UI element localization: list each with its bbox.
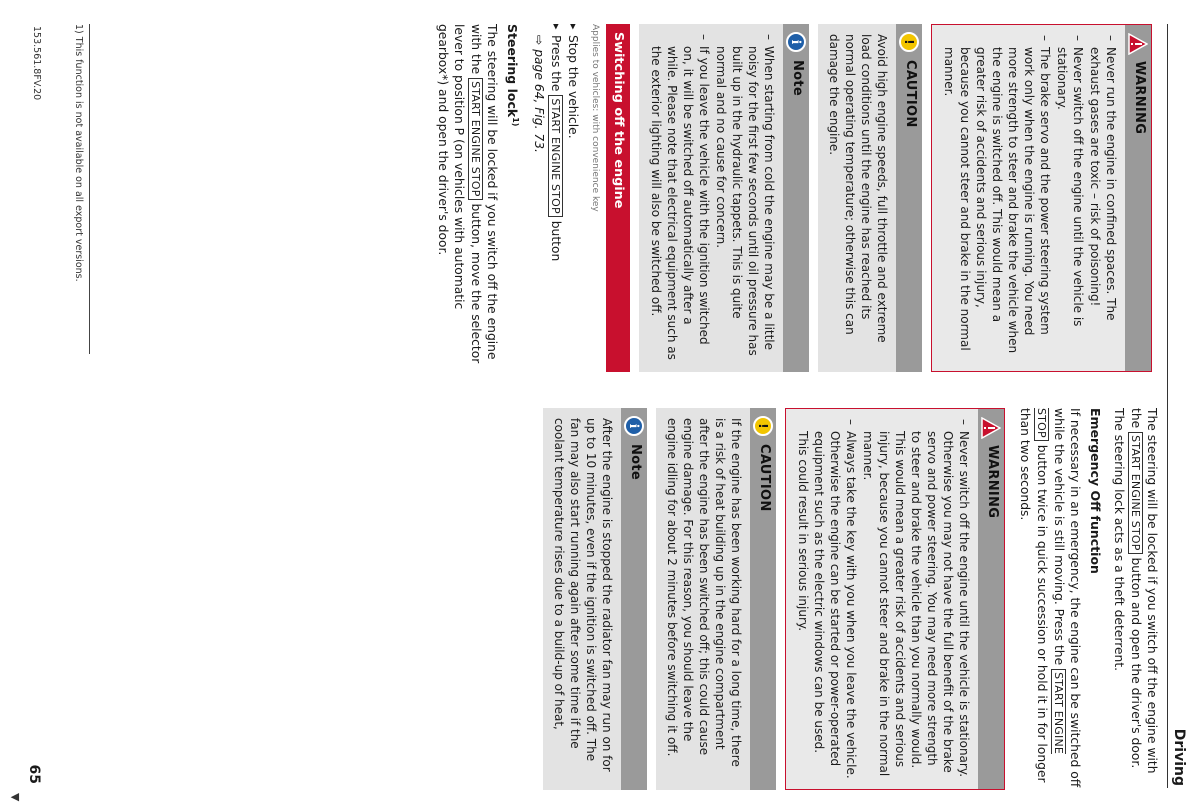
paragraph-text: button twice in quick succession or hold it in for longer than two seconds. bbox=[1018, 408, 1049, 783]
paragraph-text: button and open the driver's door. The steering lock acts as a theft deterrent. bbox=[1112, 408, 1143, 769]
warning-triangle-icon bbox=[981, 417, 1001, 439]
note-text: After the engine is stopped the radiator fan may run on for up to 10 minutes, even if the ignition is switched off. The fan may also start running again after some time if the coolant temperature rises due to a build-up of heat, bbox=[543, 408, 621, 790]
footnote-marker: 1) bbox=[511, 117, 520, 127]
paragraph-text: If necessary in an emergency, the engine can be switched off while the vehicle is still moving. Press the bbox=[1052, 408, 1082, 788]
caution-header bbox=[896, 24, 922, 372]
start-engine-stop-key: START ENGINE STOP bbox=[548, 95, 563, 216]
warning-item: – Never switch off the engine until the vehicle is stationary. Otherwise you may not have the full benefit of the brake servo and power steering. You may need more strength to steer and brake the vehicle than you normally would. This would mean a greater risk of accidents and serious injury, because you cannot steer and brake in the normal manner. bbox=[860, 419, 972, 779]
emergency-paragraph bbox=[1017, 408, 1083, 790]
step-item: ▸ Stop the vehicle. bbox=[565, 24, 581, 372]
left-column bbox=[430, 24, 1152, 372]
warning-title: WARNING bbox=[1132, 61, 1147, 135]
warning-item: – Always take the key with you when you leave the vehicle. Otherwise the engine can be started or power-operated equipment such as the electric windows can be used. This could result in serious injury. bbox=[795, 419, 859, 779]
warning-box-left bbox=[931, 24, 1152, 372]
start-engine-stop-key: START ENGINE STOP bbox=[1128, 432, 1143, 553]
header-rule bbox=[1167, 24, 1168, 788]
caution-exclamation-icon: ! bbox=[899, 32, 919, 52]
intro-paragraph bbox=[1111, 408, 1160, 790]
paragraph-text: The steering will be locked if you switch off the engine with the bbox=[1129, 408, 1159, 774]
info-icon: i bbox=[786, 32, 806, 52]
warning-header bbox=[978, 409, 1004, 789]
steering-lock-heading bbox=[504, 24, 523, 372]
step-item bbox=[531, 24, 564, 372]
heading-text: Steering lock bbox=[504, 24, 520, 118]
caution-text: If the engine has been working hard for a long time, there is a risk of heat building up in the engine compartment after the engine has been switched off; this could cause engine damage. For this reason, you should leave the engine idling for about 2 minutes before switching it off. bbox=[656, 408, 750, 790]
caution-text: Avoid high engine speeds, full throttle and extreme load conditions until the engine has reached its normal operating temperature; otherwise this can damage the engine. bbox=[818, 24, 896, 372]
note-box-left bbox=[639, 24, 809, 372]
info-icon: i bbox=[624, 416, 644, 436]
continue-arrow-icon: ▼ bbox=[9, 793, 22, 802]
chapter-title: Driving bbox=[1171, 728, 1187, 786]
caution-box-right bbox=[656, 408, 776, 790]
warning-item: – Never switch off the engine until the vehicle is stationary. bbox=[1054, 35, 1086, 361]
caution-title: CAUTION bbox=[903, 60, 918, 128]
note-item: – If you leave the vehicle with the ignition switched on, it will be switched off automatically after a while. Please note that electrical equipment such as the exterior lighting will also be switched off. bbox=[648, 34, 712, 362]
note-header bbox=[783, 24, 809, 372]
caution-exclamation-icon: ! bbox=[753, 416, 773, 436]
emergency-off-heading: Emergency Off function bbox=[1088, 408, 1103, 574]
warning-triangle-icon bbox=[1128, 33, 1148, 55]
document-id: 153.561.8FV.20 bbox=[31, 26, 42, 101]
paragraph-text: button, move the selector lever to position P (on vehicles with automatic gearbox*) and open the driver's door. bbox=[435, 24, 483, 364]
step-text: Press the bbox=[549, 35, 563, 92]
footnote: 1) This function is not available on all export versions. bbox=[73, 24, 84, 282]
note-title: Note bbox=[628, 444, 643, 481]
caution-box-left bbox=[818, 24, 922, 372]
step-text: button bbox=[549, 220, 563, 262]
page-header bbox=[1166, 0, 1190, 806]
caution-title: CAUTION bbox=[757, 444, 772, 512]
warning-title: WARNING bbox=[985, 445, 1000, 519]
warning-box-right bbox=[785, 408, 1005, 790]
start-engine-stop-key: START ENGINE STOP bbox=[468, 78, 483, 199]
footnote-rule bbox=[89, 24, 90, 354]
caution-header bbox=[750, 408, 776, 790]
note-title: Note bbox=[790, 60, 805, 97]
section-heading: Switching off the engine bbox=[606, 24, 630, 372]
page-reference-link[interactable]: ⇨ page 64, Fig. 73. bbox=[532, 35, 546, 153]
warning-header bbox=[1125, 25, 1151, 371]
section-applicability: Applies to vehicles: with convenience key bbox=[590, 24, 600, 212]
note-header bbox=[621, 408, 647, 790]
note-item: – When starting from cold the engine may be a little noisy for the first few seconds until oil pressure has built up in the hydraulic tappets. This is quite normal and no cause for concern. bbox=[713, 34, 777, 362]
warning-item: – The brake servo and the power steering system work only when the engine is running. You need more strength to steer and brake the vehicle when the engine is switched off. This would mean a greater risk of accidents and serious injury, because you cannot steer and brake in the normal manner. bbox=[941, 35, 1053, 361]
step-list bbox=[531, 24, 581, 372]
paragraph-text: The steering will be locked if you switch off the engine with the bbox=[468, 24, 499, 360]
warning-item: – Never run the engine in confined spaces. The exhaust gases are toxic – risk of poisoning! bbox=[1087, 35, 1119, 361]
start-engine-stop-key: START ENGINE STOP bbox=[1035, 408, 1065, 755]
steering-lock-paragraph bbox=[435, 24, 500, 372]
right-column bbox=[534, 408, 1160, 790]
note-box-right bbox=[543, 408, 647, 790]
page-number: 65 bbox=[26, 764, 42, 784]
